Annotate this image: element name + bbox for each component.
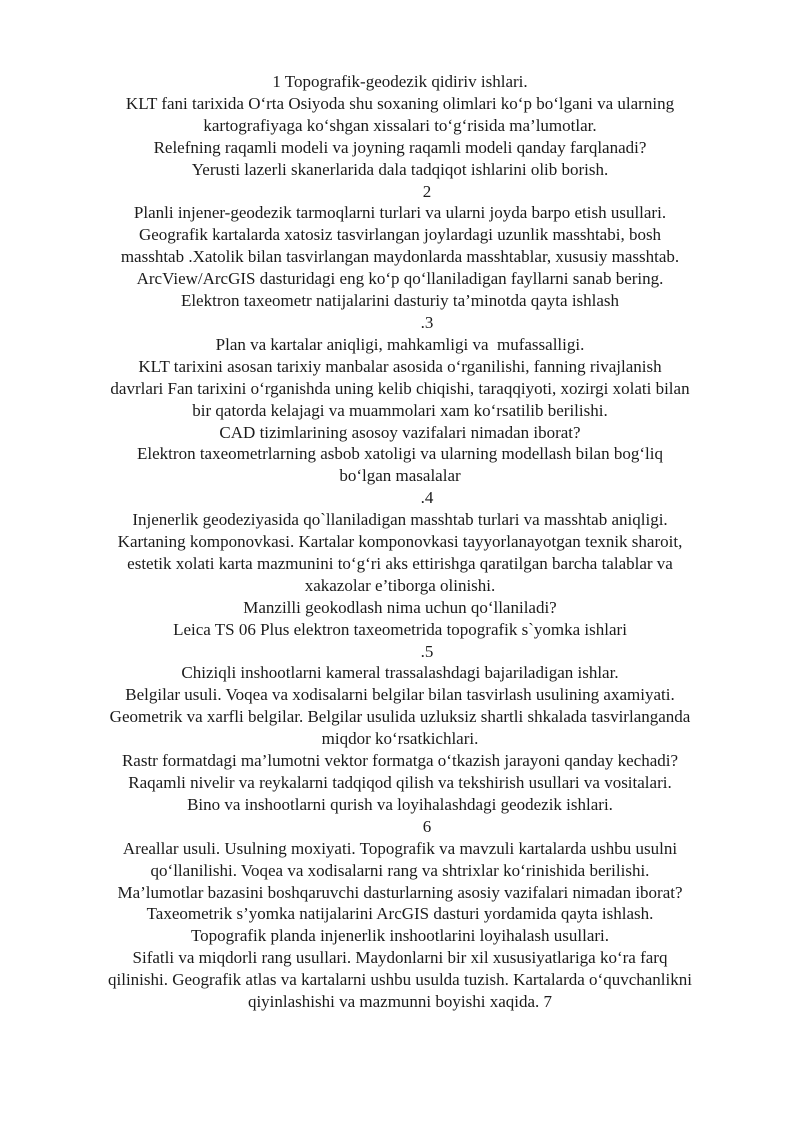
text-line: davrlari Fan tarixini o‘rganishda uning kelib chiqishi, taraqqiyoti, xozirgi xolati bilan xyxy=(110,378,690,398)
text-line: qo‘llanilishi. Voqea va xodisalarni rang va shtrixlar ko‘rinishida berilishi. xyxy=(150,860,650,880)
text-line: estetik xolati karta mazmunini to‘g‘ri aks ettirishga qaratilgan barcha talablar va xyxy=(127,553,673,573)
text-line: Planli injener-geodezik tarmoqlarni turlari va ularni joyda barpo etish usullari. xyxy=(133,203,667,223)
text-line: Elektron taxeometr natijalarini dasturiy ta’minotda qayta ishlash xyxy=(180,291,620,311)
text-line: Areallar usuli. Usulning moxiyati. Topografik va mavzuli kartalarda ushbu usulni xyxy=(122,838,678,858)
text-line: Taxeometrik s’yomka natijalarini ArcGIS dasturi yordamida qayta ishlash. xyxy=(146,904,654,924)
text-line: miqdor ko‘rsatkichlari. xyxy=(321,729,479,749)
section-1-title-line: 1 Topografik-geodezik qidiriv ishlari. xyxy=(272,72,528,91)
text-line: masshtab .Xatolik bilan tasvirlangan maydonlarda masshtablar, xususiy masshtab. xyxy=(120,247,680,267)
text-line: qilinishi. Geografik atlas va kartalarni ushbu usulda tuzish. Kartalarda o‘quvchanlikni xyxy=(108,970,692,990)
text-line: Yerusti lazerli skanerlarida dala tadqiqot ishlarini olib borish. xyxy=(191,159,609,179)
text-line: KLT tarixini asosan tarixiy manbalar asosida o‘rganilishi, fanning rivajlanish xyxy=(138,356,662,376)
text-line: Sifatli va miqdorli rang usullari. Maydonlarni bir xil xususiyatlariga ko‘ra farq xyxy=(132,948,668,968)
text-line: Bino va inshootlarni qurish va loyihalashdagi geodezik ishlari. xyxy=(187,794,613,814)
section-4-marker: .4 xyxy=(420,488,434,508)
section-6-marker: 6 xyxy=(422,816,432,836)
text-line: Rastr formatdagi ma’lumotni vektor formatga o‘tkazish jarayoni qanday kechadi? xyxy=(121,751,679,771)
text-line: Geometrik va xarfli belgilar. Belgilar usulida uzluksiz shartli shkalada tasvirlanganda xyxy=(109,707,691,727)
text-line: Raqamli nivelir va reykalarni tadqiqod qilish va tekshirish usullari va vositalari. xyxy=(128,773,672,792)
text-line: Kartaning komponovkasi. Kartalar komponovkasi tayyorlanayotgan texnik sharoit, xyxy=(117,532,683,552)
text-line: Belgilar usuli. Voqea va xodisalarni belgilar bilan tasvirlash usulining axamiyati. xyxy=(125,685,675,705)
text-line: bo‘lgan masalalar xyxy=(339,466,461,486)
text-line: qiyinlashishi va mazmunni boyishi xaqida. 7 xyxy=(247,992,553,1012)
text-line: xakazolar e’tiborga olinishi. xyxy=(304,575,496,595)
text-line: Relefning raqamli modeli va joyning raqamli modeli qanday farqlanadi? xyxy=(153,137,647,157)
text-line: ArcView/ArcGIS dasturidagi eng ko‘p qo‘llaniladigan fayllarni sanab bering. xyxy=(136,269,664,289)
section-2-marker: 2 xyxy=(422,181,432,201)
text-line: Geografik kartalarda xatosiz tasvirlangan joylardagi uzunlik masshtabi, bosh xyxy=(138,225,662,245)
document-text-block xyxy=(84,71,716,1013)
text-line: Ma’lumotlar bazasini boshqaruvchi dasturlarning asosiy vazifalari nimadan iborat? xyxy=(117,882,683,902)
section-5-marker: .5 xyxy=(420,641,434,661)
text-line: bir qatorda kelajagi va muammolari xam ko‘rsatilib berilishi. xyxy=(192,400,608,420)
text-line: Plan va kartalar aniqligi, mahkamligi va mufassalligi. xyxy=(215,334,585,354)
text-line: CAD tizimlarining asosoy vazifalari nimadan iborat? xyxy=(219,422,581,442)
text-line: Injenerlik geodeziyasida qo`llaniladigan masshtab turlari va masshtab aniqligi. xyxy=(132,510,668,530)
text-line: KLT fani tarixida O‘rta Osiyoda shu soxaning olimlari ko‘p bo‘lgani va ularning xyxy=(125,93,675,113)
text-line: Leica TS 06 Plus elektron taxeometrida topografik s`yomka ishlari xyxy=(173,619,627,639)
text-line: Chiziqli inshootlarni kameral trassalashdagi bajariladigan ishlar. xyxy=(181,663,619,683)
text-line: Topografik planda injenerlik inshootlarini loyihalash usullari. xyxy=(190,926,610,946)
text-line: Manzilli geokodlash nima uchun qo‘llaniladi? xyxy=(243,597,557,617)
text-line: kartografiyaga ko‘shgan xissalari to‘g‘risida ma’lumotlar. xyxy=(203,115,597,135)
text-line: Elektron taxeometrlarning asbob xatoligi va ularning modellash bilan bog‘liq xyxy=(137,444,663,464)
section-3-marker: .3 xyxy=(420,312,434,332)
